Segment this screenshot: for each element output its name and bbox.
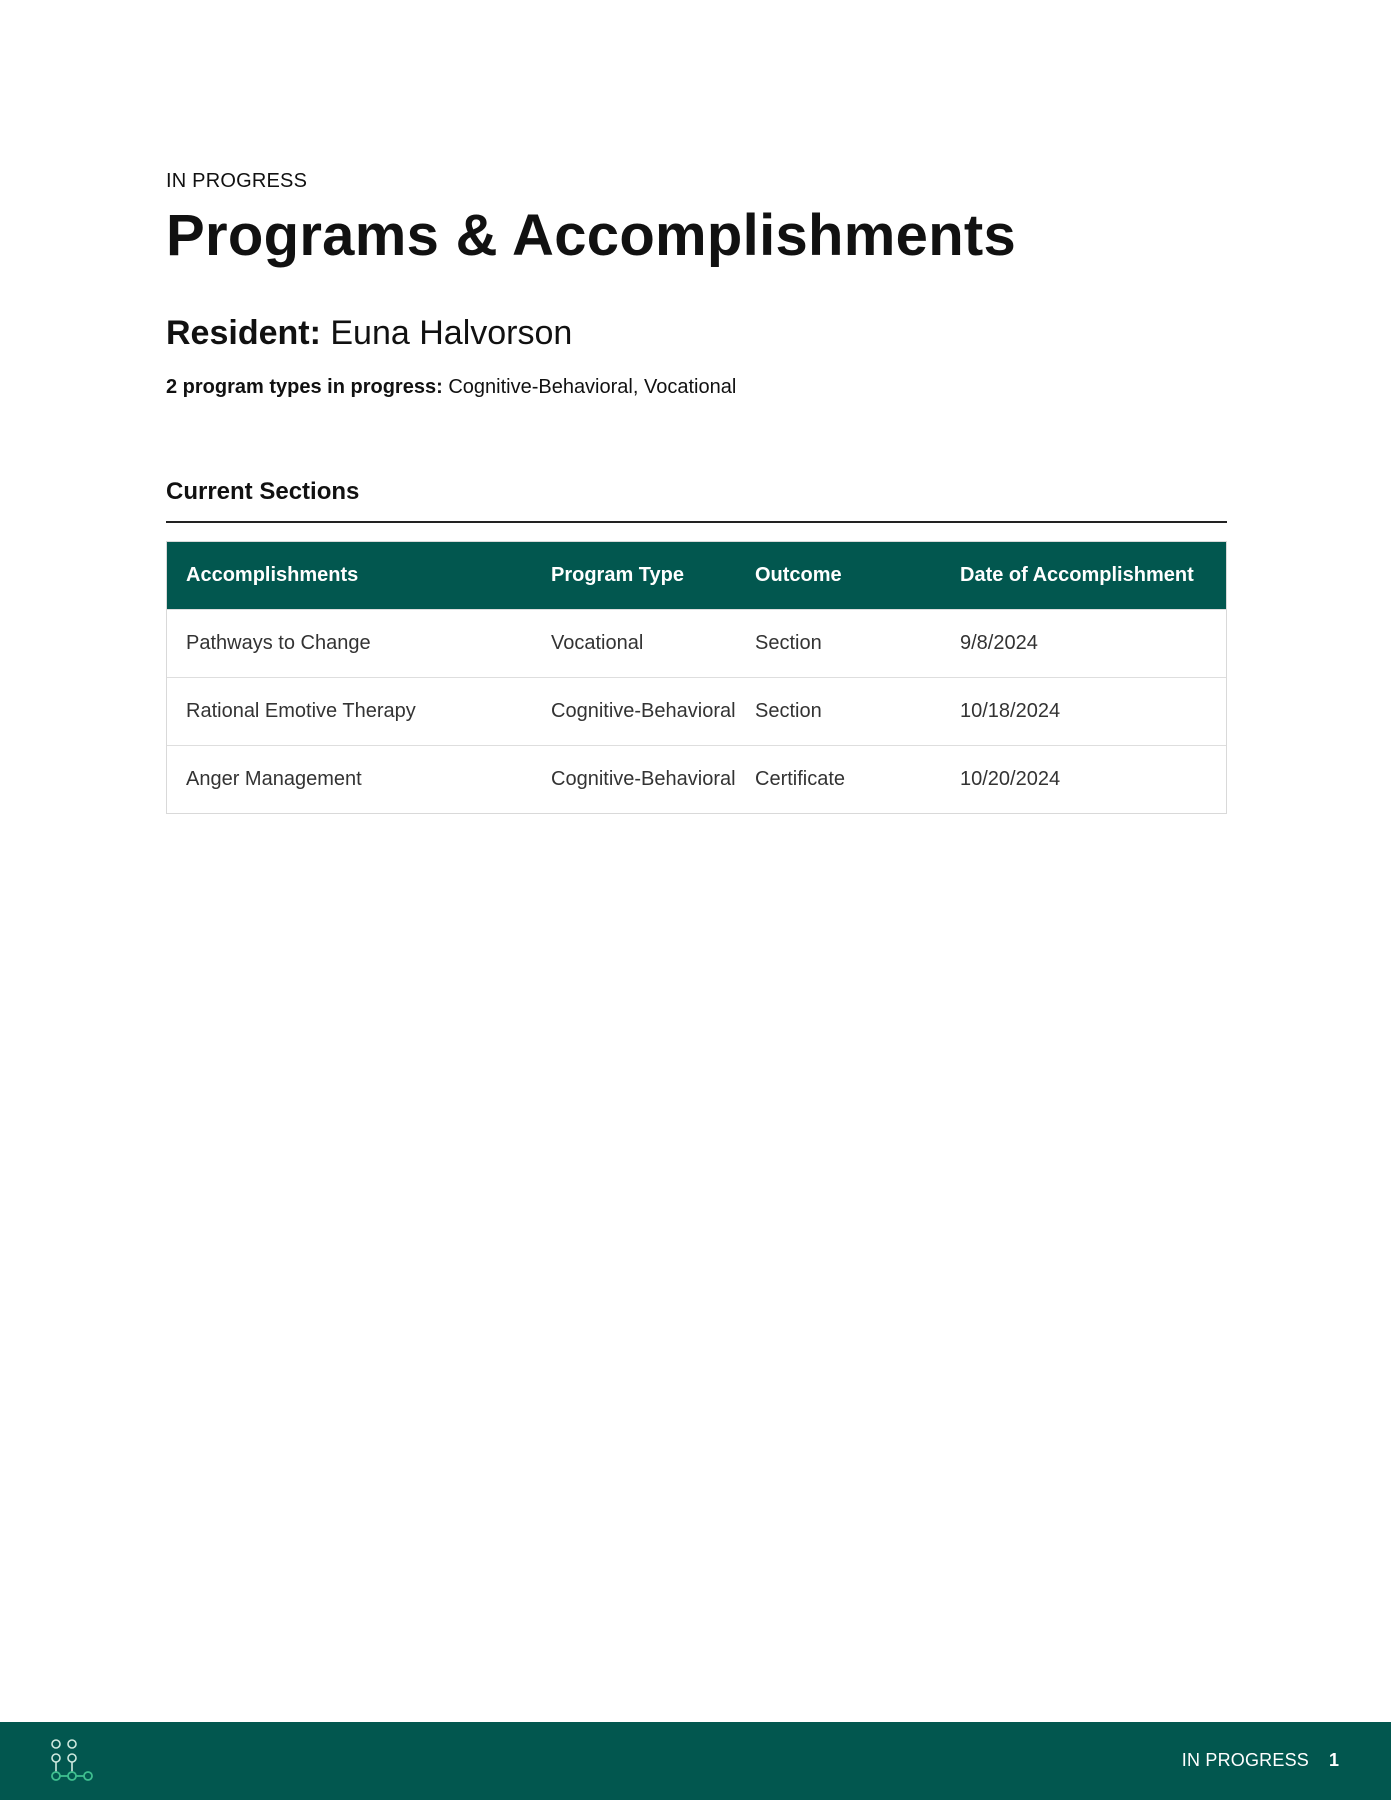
resident-line	[166, 314, 572, 353]
page-footer	[0, 1722, 1391, 1800]
table-row	[167, 609, 1226, 677]
cell-outcome: Section	[755, 699, 822, 722]
resident-label: Resident:	[166, 314, 321, 352]
footer-status: IN PROGRESS	[1181, 1750, 1309, 1770]
page-number: 1	[1328, 1750, 1339, 1770]
column-header-program-type: Program Type	[551, 563, 684, 586]
cell-accomplishment: Pathways to Change	[186, 631, 371, 654]
network-nodes-icon	[48, 1738, 96, 1786]
cell-outcome: Section	[755, 631, 822, 654]
column-header-outcome: Outcome	[755, 563, 842, 586]
status-label: IN PROGRESS	[166, 170, 308, 192]
table-header-row	[167, 542, 1226, 609]
cell-outcome: Certificate	[755, 767, 846, 790]
column-header-date: Date of Accomplishment	[960, 563, 1194, 586]
page-title: Programs & Accomplishments	[166, 203, 1017, 268]
table-row	[167, 677, 1226, 745]
cell-accomplishment: Anger Management	[186, 767, 362, 790]
cell-program-type: Vocational	[551, 631, 644, 654]
cell-accomplishment: Rational Emotive Therapy	[186, 699, 416, 722]
cell-date: 10/18/2024	[960, 699, 1061, 722]
column-header-accomplishments: Accomplishments	[186, 563, 359, 586]
table-row	[167, 745, 1226, 813]
cell-date: 10/20/2024	[960, 767, 1061, 790]
section-heading: Current Sections	[166, 478, 360, 505]
section-divider	[166, 521, 1227, 523]
cell-program-type: Cognitive-Behavioral	[551, 699, 736, 722]
accomplishments-table	[166, 541, 1227, 814]
programs-summary	[166, 376, 736, 399]
cell-program-type: Cognitive-Behavioral	[551, 767, 736, 790]
resident-name: Euna Halvorson	[330, 314, 573, 352]
cell-date: 9/8/2024	[960, 631, 1038, 654]
programs-summary-value: Cognitive-Behavioral, Vocational	[448, 376, 737, 398]
programs-summary-label: 2 program types in progress:	[166, 376, 443, 398]
